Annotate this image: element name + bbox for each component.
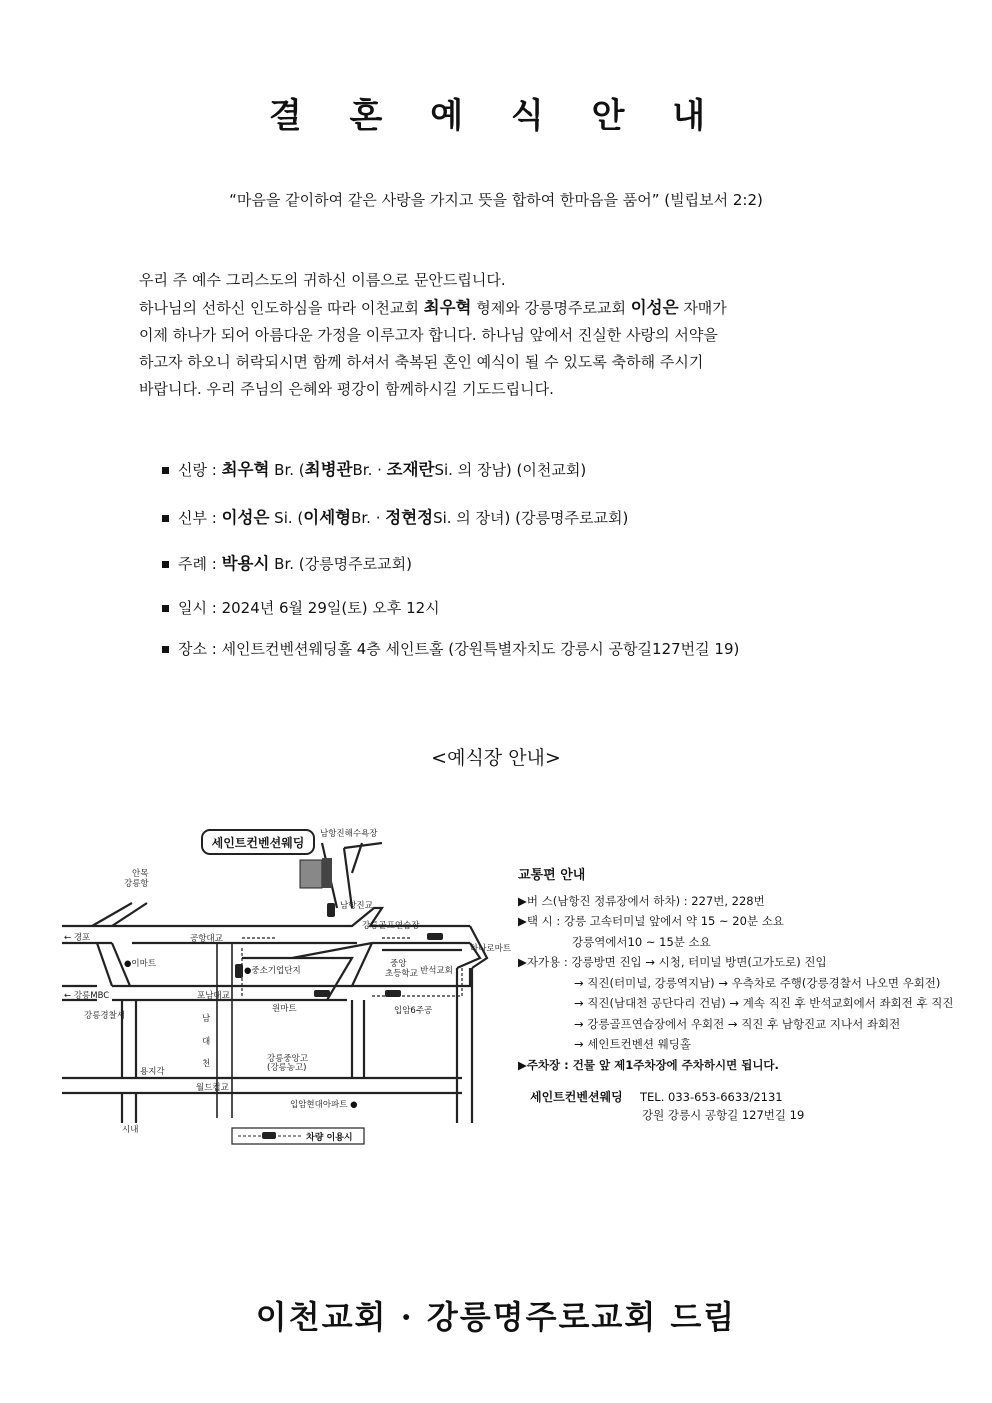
bullet-icon — [162, 561, 169, 568]
venue-tel: TEL. 033-653-6633/2131 — [640, 1090, 783, 1104]
transport-line: ▶주차장 : 건물 앞 제1주차장에 주차하시면 됩니다. — [518, 1057, 779, 1072]
car-icon — [262, 1132, 276, 1139]
map-label: 초등학교 — [385, 969, 418, 979]
transport-line: → 직진(남대천 공단다리 건넘) → 계속 직진 후 반석교회에서 좌회전 후 직진 — [574, 996, 954, 1010]
map-label: 공항대교 — [190, 934, 223, 944]
intro-line: 우리 주 예수 그리스도의 귀하신 이름으로 문안드립니다. — [139, 271, 506, 289]
groom-name: 최우혁 — [423, 298, 472, 317]
venue-name: 세인트컨벤션웨딩 — [530, 1090, 623, 1104]
map-label: 시내 — [122, 1125, 139, 1135]
map-label: ← 강릉MBC — [64, 991, 110, 1001]
intro-line: 바랍니다. 우리 주님의 은혜와 평강이 함께하시길 기도드립니다. — [139, 380, 554, 398]
map-label: 원마트 — [272, 1004, 297, 1014]
map-label: 강릉항 — [124, 879, 149, 889]
map-label: 월드컵교 — [196, 1083, 229, 1093]
transport-line: → 직진(터미널, 강릉역지남) → 우측차로 주행(강릉경찰서 나오면 우회전) — [574, 975, 941, 990]
map-label: 중앙 — [390, 959, 407, 969]
transport-info — [518, 866, 954, 1075]
transport-title: 교통편 안내 — [518, 868, 586, 883]
footer-signature: 이천교회 · 강릉명주로교회 드림 — [255, 1298, 737, 1336]
map-label: ●중소기업단지 — [244, 966, 301, 976]
map-label: 천 — [202, 1059, 211, 1069]
location-map — [52, 818, 522, 1153]
bullet-icon — [162, 467, 169, 474]
bible-verse: “마음을 같이하여 같은 사랑을 가지고 뜻을 합하여 한마음을 품어” (빌립보서 2:2) — [229, 191, 763, 209]
map-label: 포남대교 — [197, 991, 230, 1001]
invitation-paragraph — [139, 267, 859, 403]
map-label: ← 경포 — [64, 933, 91, 943]
map-label: 반석교회 — [420, 966, 453, 976]
venue-address: 강원 강릉시 공항길 127번길 19 — [642, 1108, 805, 1122]
bride-detail: 신부 : 이성은 Si. (이세형Br. · 정현정Si. 의 장녀) (강릉명주로교회) — [162, 504, 628, 528]
groom-detail: 신랑 : 최우혁 Br. (최병관Br. · 조재란Si. 의 장남) (이천교회) — [162, 456, 586, 480]
map-label: 강릉중앙고 — [267, 1054, 309, 1064]
map-label: 남항진교 — [340, 901, 373, 911]
map-label: (강릉농고) — [267, 1063, 307, 1073]
bride-name: 이성은 — [630, 298, 679, 317]
bullet-icon — [162, 646, 169, 653]
map-label: 강릉골프연습장 — [362, 921, 420, 931]
intro-line: 이제 하나가 되어 아름다운 가정을 이루고자 합니다. 하나님 앞에서 진실한 사랑의 서약을 — [139, 326, 718, 344]
intro-line: 하고자 하오니 허락되시면 함께 하셔서 축복된 혼인 예식이 될 수 있도록 축하해 주시기 — [139, 353, 704, 371]
transport-line: ▶자가용 : 강릉방면 진입 → 시청, 터미널 방면(고가도로) 진입 — [518, 955, 827, 969]
map-label: 남항진해수욕장 — [320, 829, 378, 839]
venue-building-icon — [300, 858, 332, 888]
transport-line: ▶택 시 : 강릉 고속터미널 앞에서 약 15 ~ 20분 소요 — [518, 914, 784, 928]
venue-badge-label: 세인트컨벤션웨딩 — [211, 836, 305, 850]
map-label: 강릉경찰서 — [84, 1011, 126, 1021]
page-title: 결 혼 예 식 안 내 — [268, 96, 724, 136]
venue-contact — [530, 1088, 804, 1124]
map-label: 입암현대아파트 ● — [290, 1100, 358, 1110]
map-label: 안목 — [132, 869, 149, 879]
map-section-title: <예식장 안내> — [431, 747, 561, 769]
bullet-icon — [162, 515, 169, 522]
map-label: 하나로마트 — [470, 944, 512, 954]
transport-line: 강릉역에서10 ~ 15분 소요 — [572, 934, 711, 949]
legend-label: 차량 이용시 — [306, 1133, 353, 1143]
intro-line: 하나님의 선하신 인도하심을 따라 이천교회 최우혁 형제와 강릉명주로교회 이성은 자매가 — [139, 298, 727, 317]
transport-line: → 세인트컨벤션 웨딩홀 — [574, 1037, 691, 1051]
bullet-icon — [162, 605, 169, 612]
map-label: ●이마트 — [124, 959, 157, 969]
transport-line: ▶버 스(남항진 정류장에서 하차) : 227번, 228번 — [518, 893, 765, 908]
map-label: 용지각 — [140, 1067, 165, 1077]
map-label: 입암6주공 — [394, 1006, 433, 1016]
officiant-detail: 주례 : 박용시 Br. (강릉명주로교회) — [162, 550, 412, 574]
datetime-detail: 일시 : 2024년 6월 29일(토) 오후 12시 — [162, 597, 440, 618]
map-labels — [64, 828, 512, 1135]
transport-line: → 강릉골프연습장에서 우회전 → 직진 후 남항진교 지나서 좌회전 — [574, 1016, 901, 1031]
map-label: 남 — [202, 1014, 211, 1024]
map-label: 대 — [202, 1037, 211, 1047]
venue-detail: 장소 : 세인트컨벤션웨딩홀 4층 세인트홀 (강원특별자치도 강릉시 공항길127번길 19) — [162, 638, 739, 659]
